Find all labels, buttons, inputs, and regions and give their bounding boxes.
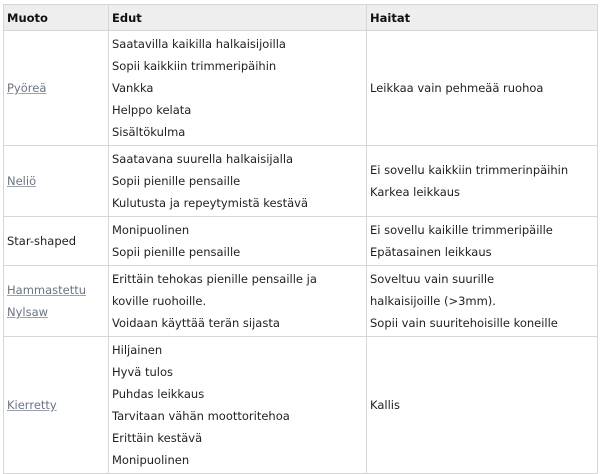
shape-link[interactable]: Hammastettu [7,283,87,297]
advantages-cell [109,146,367,217]
header-disadvantages: Haitat [367,5,598,31]
advantages-cell [109,266,367,337]
table-header-row [4,5,598,31]
advantage-item: Monipuolinen [112,223,190,237]
table-body [4,31,598,474]
table-row [4,266,598,337]
shape-link[interactable]: Nylsaw [7,305,49,319]
advantages-cell [109,31,367,146]
table-row [4,217,598,266]
header-advantages: Edut [109,5,367,31]
disadvantage-item: Karkea leikkaus [370,185,461,199]
shape-link[interactable]: Pyöreä [7,81,47,95]
advantage-item: Vankka [112,81,154,95]
advantage-item: Erittäin kestävä [112,431,203,445]
shape-link[interactable]: Neliö [7,174,37,188]
advantage-item: Kulutusta ja repeytymistä kestävä [112,196,309,210]
advantage-item: Hiljainen [112,343,163,357]
disadvantages-cell [367,146,598,217]
disadvantage-item: Kallis [370,398,400,412]
disadvantage-item: halkaisijoille (>3mm). [370,294,496,308]
table-row [4,337,598,474]
disadvantages-cell [367,266,598,337]
shape-cell [4,146,109,217]
advantage-item: Monipuolinen [112,453,190,467]
disadvantages-cell [367,31,598,146]
advantages-cell [109,217,367,266]
advantage-item: Voidaan käyttää terän sijasta [112,316,280,330]
advantage-item: Helppo kelata [112,103,192,117]
shape-cell [4,266,109,337]
disadvantage-item: Sopii vain suuritehoisille koneille [370,316,558,330]
disadvantage-item: Ei sovellu kaikkiin trimmerinpäihin [370,163,569,177]
disadvantages-cell [367,217,598,266]
table-row [4,31,598,146]
advantage-item: koville ruohoille. [112,294,207,308]
advantage-item: Erittäin tehokas pienille pensaille ja [112,272,317,286]
trimmer-line-comparison [3,4,597,474]
advantage-item: Sisältökulma [112,125,186,139]
disadvantage-item: Leikkaa vain pehmeää ruohoa [370,81,544,95]
shape-cell [4,31,109,146]
disadvantages-cell [367,337,598,474]
header-shape: Muoto [4,5,109,31]
shape-label: Star-shaped [7,234,76,248]
shape-cell [4,337,109,474]
advantage-item: Puhdas leikkaus [112,387,205,401]
advantage-item: Saatavilla kaikilla halkaisijoilla [112,37,286,51]
advantage-item: Saatavana suurella halkaisijalla [112,152,294,166]
advantage-item: Tarvitaan vähän moottoritehoa [112,409,290,423]
advantage-item: Sopii kaikkiin trimmeripäihin [112,59,277,73]
comparison-table [3,4,598,474]
advantage-item: Sopii pienille pensaille [112,245,241,259]
disadvantage-item: Soveltuu vain suurille [370,272,495,286]
advantage-item: Sopii pienille pensaille [112,174,241,188]
advantages-cell [109,337,367,474]
table-row [4,146,598,217]
shape-link[interactable]: Kierretty [7,398,57,412]
advantage-item: Hyvä tulos [112,365,173,379]
disadvantage-item: Epätasainen leikkaus [370,245,492,259]
disadvantage-item: Ei sovellu kaikille trimmeripäille [370,223,553,237]
shape-cell [4,217,109,266]
